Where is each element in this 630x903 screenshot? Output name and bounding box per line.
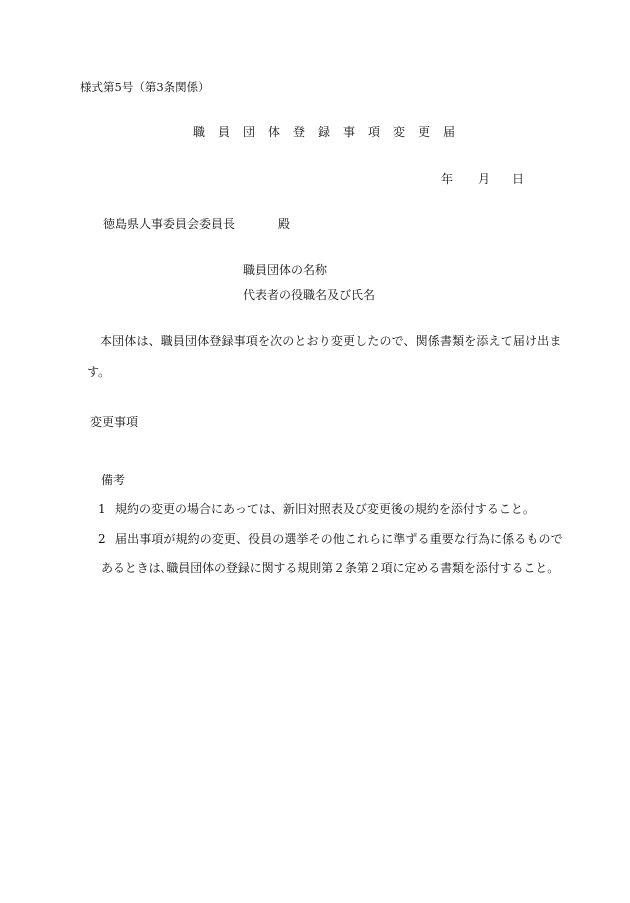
note-text: 規約の変更の場合にあっては、新旧対照表及び変更後の規約を添付すること。 bbox=[115, 502, 535, 516]
document-title: 職員団体登録事項変更届 bbox=[193, 125, 469, 139]
body-text-line-2: す。 bbox=[87, 365, 111, 379]
organization-name-label: 職員団体の名称 bbox=[243, 263, 328, 277]
body-text-line-1: 本団体は、職員団体登録事項を次のとおり変更したので、関係書類を添えて届け出ま bbox=[100, 334, 562, 348]
note-text-continuation: あるときは､職員団体の登録に関する規則第２条第２項に定める書類を添付すること。 bbox=[101, 561, 560, 575]
note-number: 2 bbox=[98, 532, 106, 546]
date-day-label: 日 bbox=[512, 172, 525, 186]
date-month-label: 月 bbox=[478, 172, 491, 186]
addressee: 徳島県人事委員会委員長 bbox=[103, 217, 236, 231]
note-text: 届出事項が規約の変更、役員の選挙その他これらに準ずる重要な行為に係るもので bbox=[115, 532, 563, 546]
representative-label: 代表者の役職名及び氏名 bbox=[243, 288, 376, 302]
note-number: 1 bbox=[98, 502, 106, 516]
date-year-label: 年 bbox=[441, 172, 454, 186]
changes-heading: 変更事項 bbox=[90, 415, 139, 429]
notes-heading: 備考 bbox=[101, 473, 126, 487]
form-number: 様式第5号（第3条関係） bbox=[80, 80, 210, 94]
honorific: 殿 bbox=[278, 217, 291, 231]
